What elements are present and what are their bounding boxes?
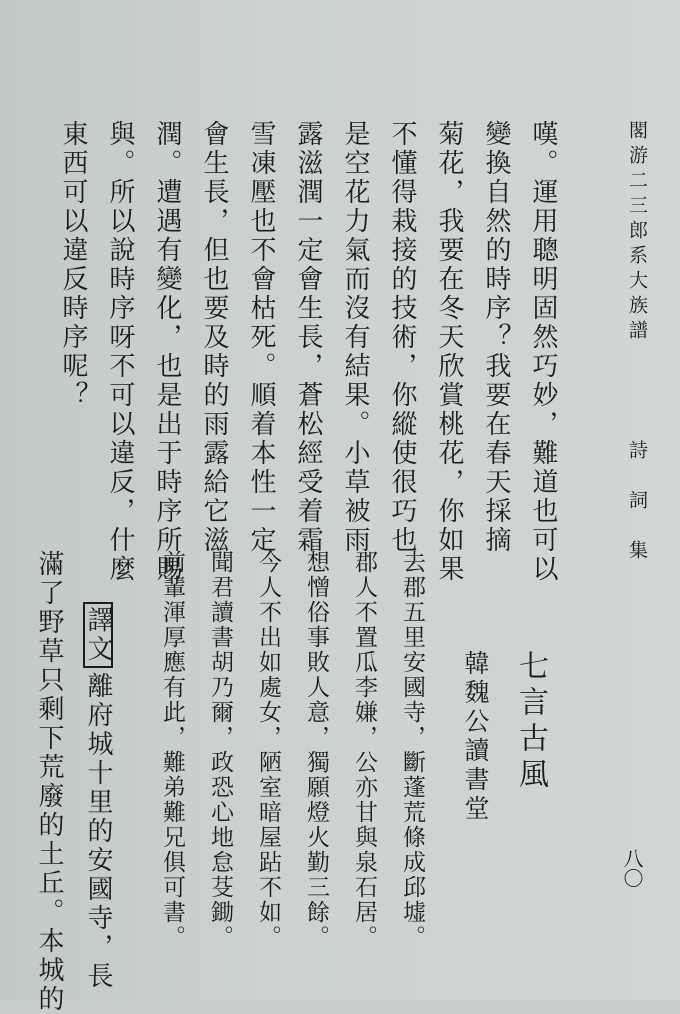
translation-line [83,598,113,991]
book-title: 閣游二三郎系大族譜 [626,120,648,345]
text-line: 雪凍壓也不會枯死。順着本性一定 [246,120,276,555]
poem-line: 前輩渾厚應有此，難弟難兄俱可書。 [159,550,185,950]
translation-tag: 譯文 [83,602,113,668]
text-line: 不懂得栽接的技術，你縱使很巧也 [387,120,417,555]
section-title: 詩 詞 集 [626,440,648,565]
poem-line: 聞君讀書胡乃爾，政恐心地怠芟鋤。 [207,550,233,950]
translation-text: 離府城十里的安國寺，長 [83,672,113,991]
text-line: 嘆。運用聰明固然巧妙，難道也可以 [528,120,558,584]
poem-author: 韓魏公讀書堂 [461,650,490,824]
poem-line: 郡人不置瓜李嫌，公亦甘與泉石居。 [351,550,377,950]
poem-title: 七言古風 [513,650,548,794]
page-number: 八〇 [620,848,644,888]
text-line: 東西可以違反時序呢？ [58,120,88,410]
text-line: 與。所以說時序呀不可以違反，什麼 [105,120,135,584]
text-line: 露滋潤一定會生長，蒼松經受着霜 [293,120,323,555]
poem-line: 今人不出如處女，陋室暗屋跕不如。 [255,550,281,950]
poem-line: 想憎俗事敗人意，獨願燈火勤三餘。 [303,550,329,950]
text-line: 菊花，我要在冬天欣賞桃花，你如果 [434,120,464,584]
translation-line: 滿了野草只剩下荒廢的土丘。本城的 [34,550,64,1014]
text-line: 潤。遭遇有變化，也是出于時序所賜 [152,120,182,584]
text-line: 是空花力氣而沒有結果。小草被雨 [340,120,370,555]
text-line: 變換自然的時序？我要在春天採摘 [481,120,511,555]
text-line: 會生長，但也要及時的雨露給它滋 [199,120,229,555]
poem-line: 去郡五里安國寺，斷蓬荒條成邱墟。 [399,550,425,950]
